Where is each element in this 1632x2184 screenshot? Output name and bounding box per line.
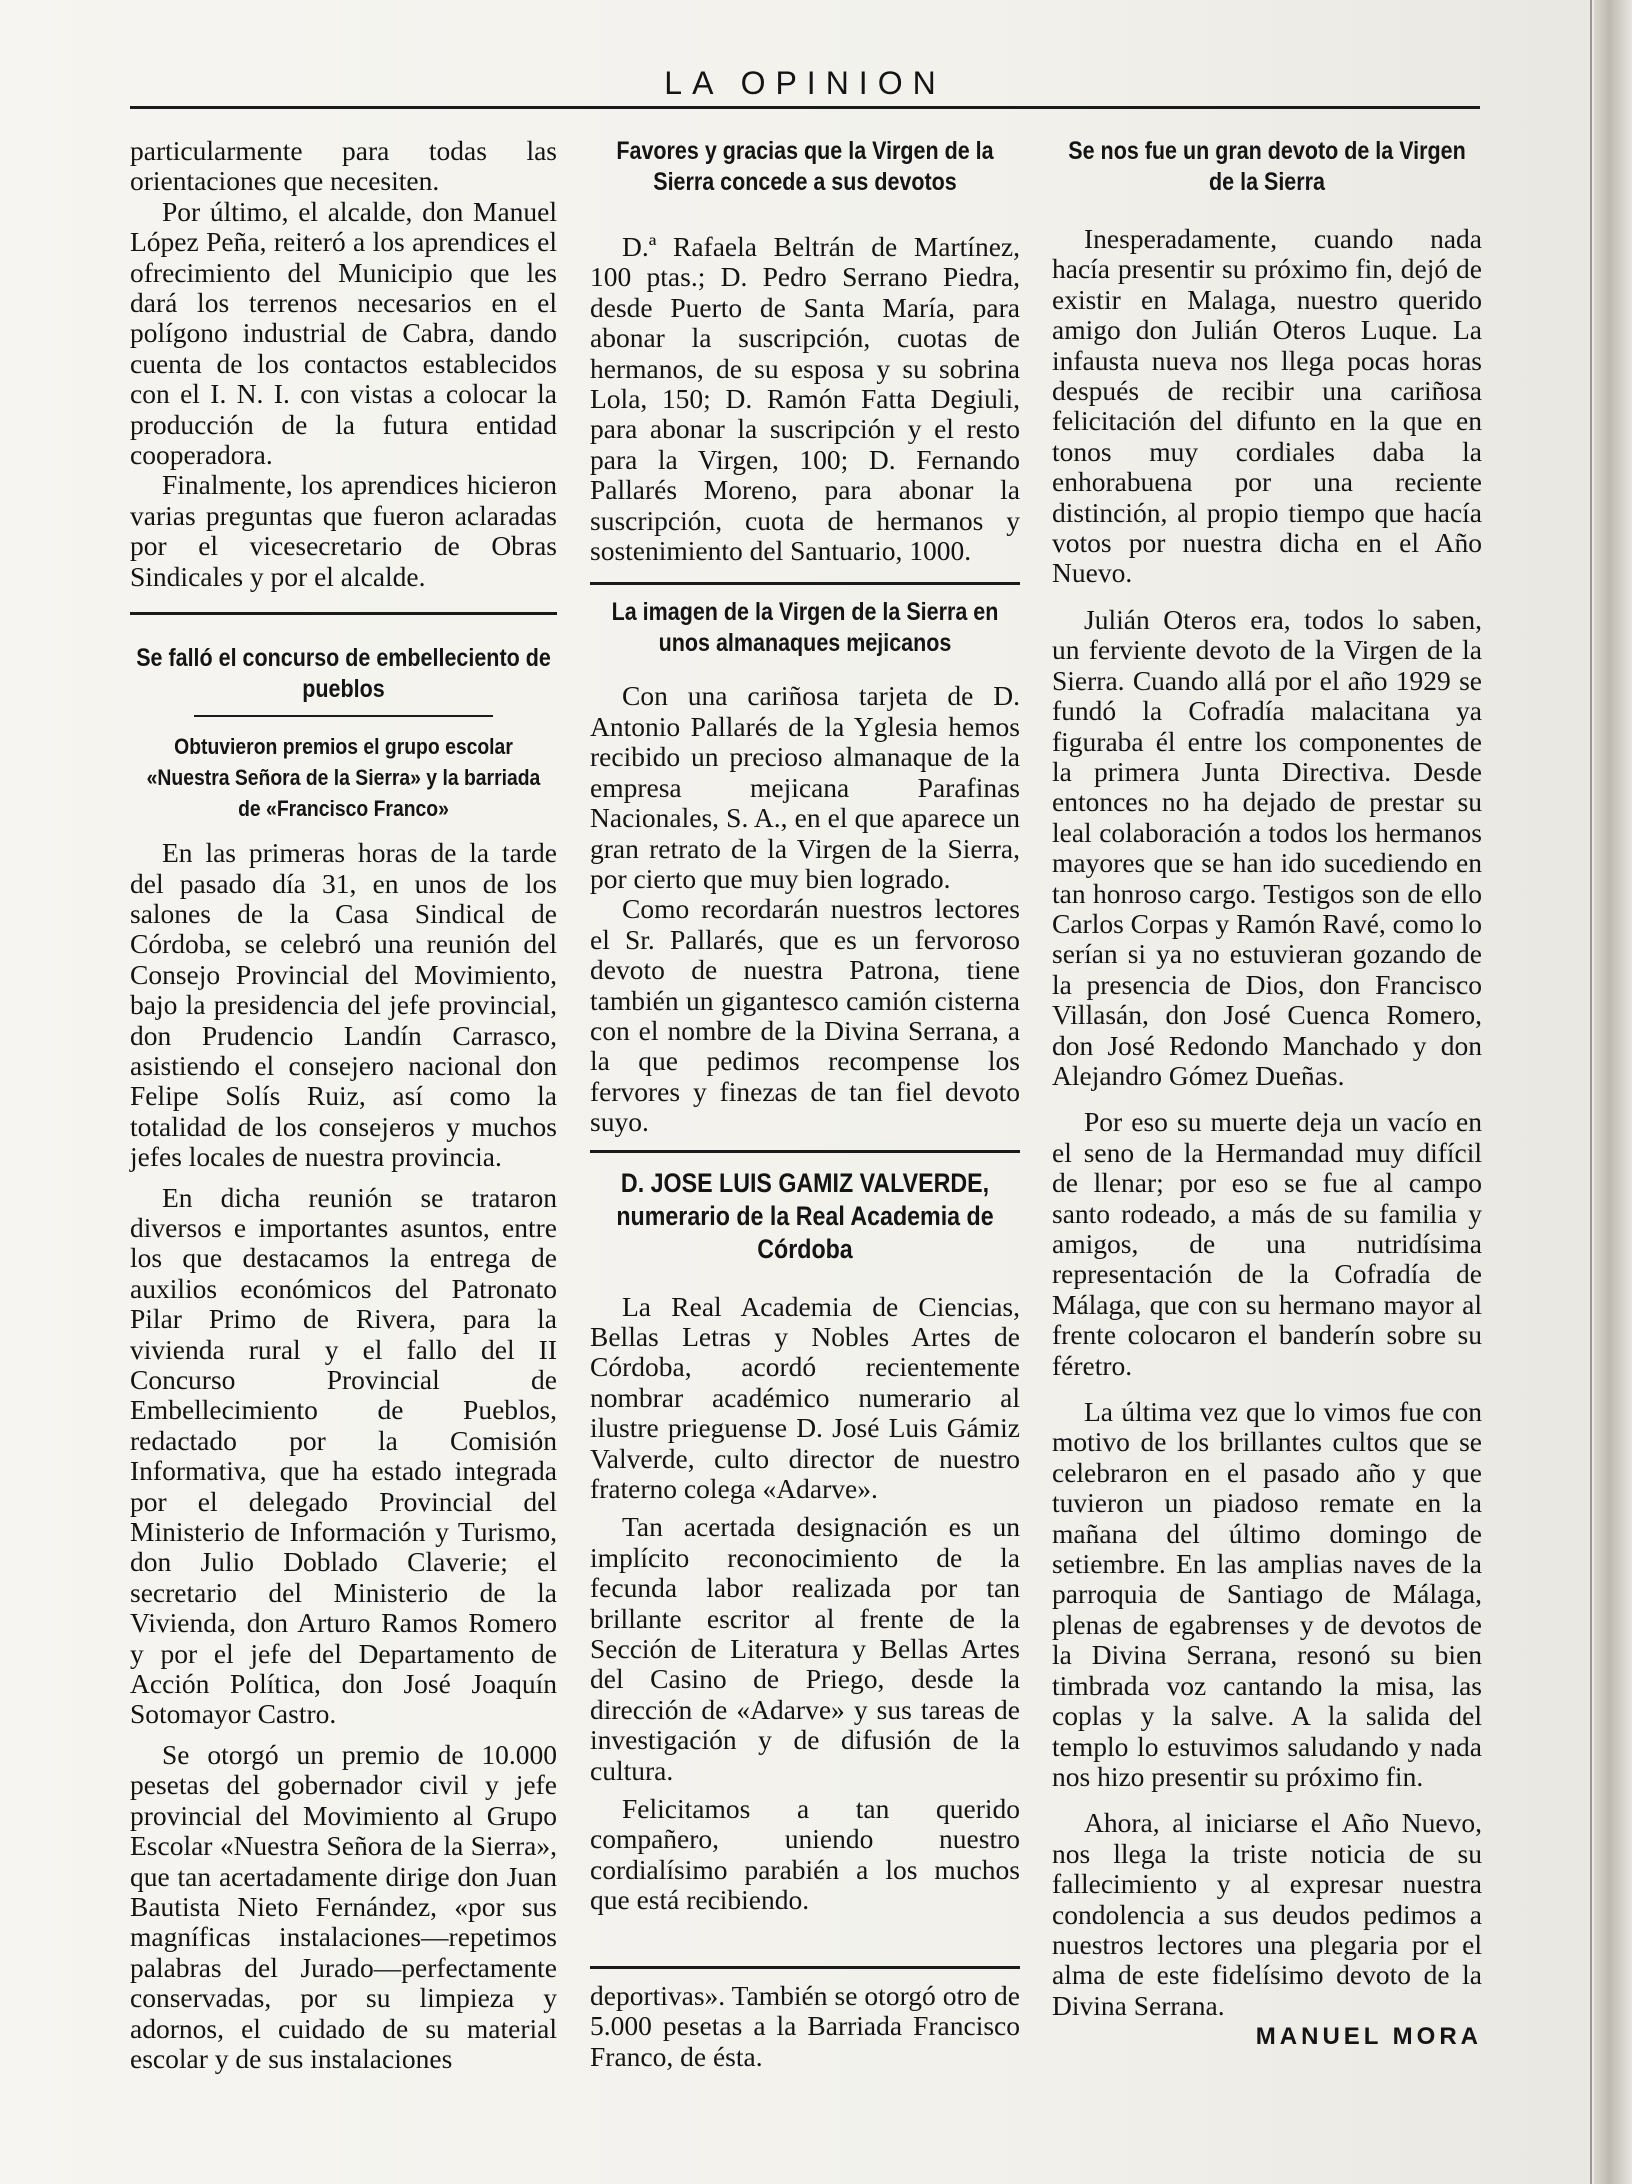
paragraph: Se otorgó un premio de 10.000 pesetas del gobernador civil y jefe provincial del Movimiento al Grupo Escolar «Nuestra Señora de la Sierra», que tan acertadamente dirige don Juan Bautista Nieto Fernández, «por sus magníficas instalaciones—repetimos palabras del Jurado—perfectamente conservadas, por su limpieza y adornos, el cuidado de su material escolar y de sus instalaciones	[130, 1738, 557, 2074]
paragraph: La Real Academia de Ciencias, Bellas Letras y Nobles Artes de Córdoba, acordó recientemente nombrar académico numerario al ilustre prieguense D. José Luis Gámiz Valverde, culto director de nuestro fraterno colega «Adarve».	[590, 1290, 1020, 1504]
paragraph: Julián Oteros era, todos lo saben, un ferviente devoto de la Virgen de la Sierra. Cuando allá por el año 1929 se fundó la Cofradía malacitana ya figuraba él entre los componentes de la primera Junta Directiva. Desde entonces no ha dejado de prestar su leal colaboración a todos los hermanos mayores que se han ido sucediendo en tan honroso cargo. Testigos son de ello Carlos Corpas y Ramón Ravé, como lo serían si ya no estuvieran gozando de la presencia de Dios, don Francisco Villasán, don José Cuenca Romero, don José Redondo Manchado y don Alejandro Gómez Dueñas.	[1052, 603, 1483, 1091]
paragraph: Finalmente, los aprendices hicieron varias preguntas que fueron aclaradas por el vicesecretario de Obras Sindicales y por el alcalde.	[130, 469, 557, 592]
paragraph: En las primeras horas de la tarde del pasado día 31, en unos de los salones de la Casa Sindical de Córdoba, se celebró una reunión del Consejo Provincial del Movimiento, bajo la presidencia del jefe provincial, don Prudencio Landín Carrasco, asistiendo el consejero nacional don Felipe Solís Ruiz, así como la totalidad de los consejeros y muchos jefes locales de nuestra provincia.	[130, 837, 557, 1173]
subheadline-premios: Obtuvieron premios el grupo escolar «Nuestra Señora de la Sierra» y la barriada de «Francisco Franco»	[146, 734, 541, 822]
paragraph: Inesperadamente, cuando nada hacía presentir su próximo fin, dejó de existir en Malaga, nuestro querido amigo don Julián Oteros Luque. La infausta nueva nos llega pocas horas después de recibir una cariñosa felicitación del difunto en la que en tonos muy cordiales daba la enhorabuena por una reciente distinción, al propio tiempo que hacía votos por nuestra dicha en el Año Nuevo.	[1052, 223, 1482, 589]
headline-favores: Favores y gracias que la Virgen de la Sierra concede a sus devotos	[616, 137, 994, 196]
headline-gamiz: D. JOSE LUIS GAMIZ VALVERDE, numerario de la Real Academia de Córdoba	[616, 1167, 994, 1264]
author-signature: MANUEL MORA	[1255, 2023, 1482, 2051]
column-3	[1052, 136, 1482, 2053]
page-binding-edge	[1594, 0, 1632, 2184]
headline-concurso: Se falló el concurso de embelleciento de pueblos	[136, 644, 551, 704]
paragraph: Por último, el alcalde, don Manuel López Peña, reiteró a los aprendices el ofrecimiento del Municipio que les dará los terrenos necesarios en el polígono industrial de Cabra, dando cuenta de los contactos establecidos con el I. N. I. con vistas a colocar la producción de la futura entidad cooperadora.	[130, 195, 557, 471]
paragraph: deportivas». También se otorgó otro de 5.000 pesetas a la Barriada Francisco Franco, de ésta.	[590, 1980, 1020, 2072]
headline-almanaques: La imagen de la Virgen de la Sierra en unos almanaques mejicanos	[611, 598, 999, 658]
paragraph: La última vez que lo vimos fue con motivo de los brillantes cultos que se celebraron en el pasado año y que tuvieron un piadoso remate en la mañana del último domingo de setiembre. En las amplias naves de la parroquia de Santiago de Málaga, plenas de egabrenses y de devotos de la Divina Serrana, resonó su bien timbrada voz cantando la misa, las coplas y la salve. A la salida del templo lo estuvimos saludando y nada nos hizo presentir su próximo fin.	[1052, 1396, 1482, 1792]
paragraph: Tan acertada designación es un implícito reconocimiento de la fecunda labor realizada por tan brillante escritor al frente de la Sección de Literatura y Bellas Artes del Casino de Priego, desde la dirección de «Adarve» y sus tareas de investigación y de difusión de la cultura.	[590, 1511, 1020, 1786]
paragraph: Ahora, al iniciarse el Año Nuevo, nos llega la triste noticia de su fallecimiento y al expresar nuestra condolencia a sus deudos pedimos a nuestros lectores una plegaria por el alma de este fidelísimo devoto de la Divina Serrana.	[1052, 1807, 1482, 2021]
paragraph: Felicitamos a tan querido compañero, uniendo nuestro cordialísimo parabién a los muchos que está recibiendo.	[590, 1793, 1020, 1916]
page-edge-line	[1590, 0, 1592, 2184]
masthead	[130, 60, 1480, 109]
column-2	[590, 136, 1020, 1916]
paragraph: particularmente para todas las orientaciones que necesiten.	[130, 135, 557, 197]
headline-underline	[194, 715, 493, 717]
headline-devoto: Se nos fue un gran devoto de la Virgen de la Sierra	[1068, 137, 1466, 196]
column-1	[130, 136, 557, 2074]
column-2-continuation	[590, 1981, 1020, 2072]
paragraph: En dicha reunión se trataron diversos e importantes asuntos, entre los que destacamos la entrega de auxilios económicos del Patronato Pilar Primo de Rivera, para la vivienda rural y el fallo del II Concurso Provincial de Embellecimiento de Pueblos, redactado por la Comisión Informativa, que ha estado integrada por el delegado Provincial del Ministerio de Información y Turismo, don Julio Doblado Claverie; el secretario del Ministerio de la Vivienda, don Arturo Ramos Romero y por el jefe del Departamento de Acción Política, don José Joaquín Sotomayor Castro.	[130, 1181, 557, 1730]
paragraph: Por eso su muerte deja un vacío en el seno de la Hermandad muy difícil de llenar; por eso se fue al campo santo rodeado, a más de su familia y amigos, de una nutridísima representación de la Cofradía de Málaga, que con su hermano mayor al frente colocaron el banderín sobre su féretro.	[1052, 1106, 1482, 1381]
paragraph: Con una cariñosa tarjeta de D. Antonio Pallarés de la Yglesia hemos recibido un precioso almanaque de la empresa mejicana Parafinas Nacionales, S. A., en el que aparece un gran retrato de la Virgen de la Sierra, por cierto que muy bien logrado.	[590, 680, 1020, 894]
paragraph: D.ª Rafaela Beltrán de Martínez, 100 ptas.; D. Pedro Serrano Piedra, desde Puerto de Santa María, para abonar la suscripción, cuotas de hermanos, de su esposa y su sobrina Lola, 150; D. Ramón Fatta Degiuli, para abonar la suscripción y el resto para la Virgen, 100; D. Fernando Pallarés Moreno, para abonar la suscripción, cuota de hermanos y sostenimiento del Santuario, 1000.	[590, 231, 1020, 567]
section-rule	[590, 1966, 1020, 1969]
paragraph: Como recordarán nuestros lectores el Sr. Pallarés, que es un fervoroso devoto de nuestra Patrona, tiene también un gigantesco camión cisterna con el nombre de la Divina Serrana, a la que pedimos recompense los fervores y finezas de tan fiel devoto suyo.	[590, 893, 1020, 1138]
masthead-title: LA OPINION	[664, 65, 946, 101]
